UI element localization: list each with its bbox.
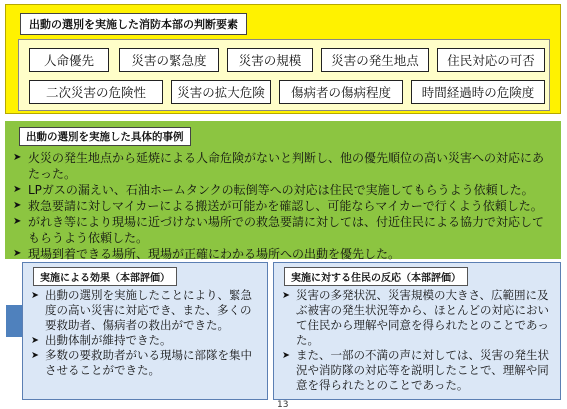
page-number: 13	[277, 400, 289, 409]
list-item: ➤ 現場到着できる場所、現場が正確にわかる場所への出動を優先した。	[13, 247, 401, 261]
list-item: ➤ 救急要請に対しマイカーによる搬送が可能かを確認し、可能ならマイカーで行くよう依頼した。	[13, 199, 543, 213]
factor-item: 災害の発生地点	[321, 48, 429, 72]
triangle-bullet-icon: ➤	[13, 152, 22, 163]
triangle-bullet-icon: ➤	[282, 290, 290, 301]
effects-list	[31, 288, 263, 378]
decision-factors-title: 出動の選別を実施した消防本部の判断要素	[20, 13, 247, 35]
list-item: ➤ 火災の発生地点から延焼による人命危険がないと判断し、他の優先順位の高い災害への対応にあたった。	[13, 151, 545, 181]
examples-panel	[5, 121, 561, 259]
decision-factors-grid	[18, 39, 550, 111]
effects-box	[22, 262, 268, 400]
triangle-bullet-icon: ➤	[31, 290, 39, 301]
triangle-bullet-icon: ➤	[31, 335, 39, 346]
decision-factors-panel	[5, 4, 561, 114]
effects-title: 実施による効果（本部評価）	[33, 267, 177, 286]
factor-item: 時間経過時の危険度	[411, 80, 545, 104]
examples-title: 出動の選別を実施した具体的事例	[19, 127, 191, 146]
list-item: ➤ がれき等により現場に近づけない場所での救急要請に対しては、付近住民による協力で対応してもらうよう依頼した。	[13, 215, 545, 245]
reactions-box	[273, 262, 561, 400]
triangle-bullet-icon: ➤	[13, 184, 22, 195]
triangle-bullet-icon: ➤	[13, 248, 22, 259]
factor-item: 二次災害の危険性	[29, 80, 163, 104]
reactions-list	[282, 288, 556, 393]
triangle-bullet-icon: ➤	[31, 350, 39, 361]
triangle-bullet-icon: ➤	[282, 350, 290, 361]
triangle-bullet-icon: ➤	[13, 216, 22, 227]
factor-item: 災害の規模	[227, 48, 313, 72]
factor-item: 災害の拡大危険	[171, 80, 271, 104]
list-item: ➤ 出動の選別を実施したことにより、緊急度の高い災害に対応でき、また、多くの要救助者、傷病者の救出ができた。	[31, 288, 252, 332]
reactions-title: 実施に対する住民の反応（本部評価）	[284, 267, 468, 286]
factor-item: 人命優先	[29, 48, 109, 72]
list-item: ➤ 出動体制が維持できた。	[31, 333, 172, 347]
factor-item: 住民対応の可否	[437, 48, 545, 72]
factor-item: 傷病者の傷病程度	[279, 80, 403, 104]
list-item: ➤ 多数の要救助者がいる現場に部隊を集中させることができた。	[31, 348, 252, 377]
list-item: ➤ また、一部の不満の声に対しては、災害の発生状況や消防隊の対応等を説明したことで、理解や同意を得られたとのことであった。	[282, 348, 549, 392]
factor-item: 災害の緊急度	[119, 48, 219, 72]
examples-list	[13, 150, 555, 262]
triangle-bullet-icon: ➤	[13, 200, 22, 211]
list-item: ➤ LPガスの漏えい、石油ホームタンクの転倒等への対応は住民で実施してもらうよう依頼した。	[13, 183, 534, 197]
list-item: ➤ 災害の多発状況、災害規模の大きさ、広範囲に及ぶ被害の発生状況等から、ほとんどの対応において住民から理解や同意を得られたとのことであった。	[282, 288, 549, 347]
